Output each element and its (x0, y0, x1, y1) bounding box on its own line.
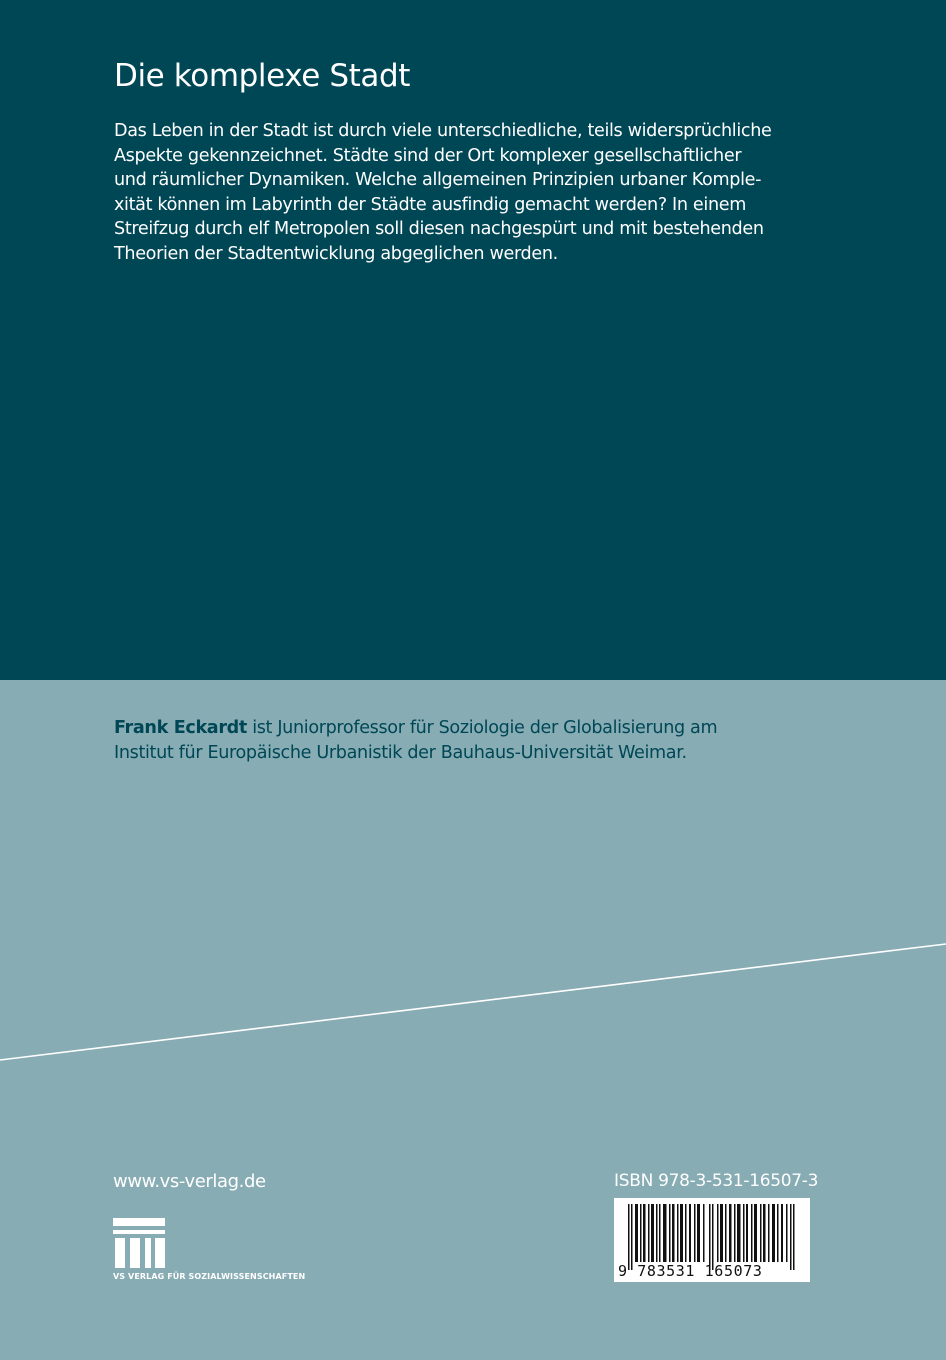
blurb-line: und räumlicher Dynamiken. Welche allgemeinen Prinzipien urbaner Komple- (114, 170, 762, 191)
author-name: Frank Eckardt (114, 718, 247, 738)
author-bio-line-2: Institut für Europäische Urbanistik der Bauhaus-Universität Weimar. (114, 742, 687, 763)
author-bio-line-1 (114, 716, 854, 741)
author-bio (114, 716, 854, 765)
barcode (614, 1198, 810, 1282)
isbn-label: ISBN 978-3-531-16507-3 (614, 1171, 819, 1191)
blurb-line: Das Leben in der Stadt ist durch viele unterschiedliche, teils widersprüchliche (114, 121, 772, 141)
blurb-line: xität können im Labyrinth der Städte ausfindig gemacht werden? In einem (114, 194, 747, 215)
blurb-line: Aspekte gekennzeichnet. Städte sind der Ort komplexer gesellschaftlicher (114, 145, 742, 166)
publisher-name: VS VERLAG FÜR SOZIALWISSENSCHAFTEN (113, 1272, 306, 1281)
book-title: Die komplexe Stadt (114, 58, 411, 94)
blurb-line: Streifzug durch elf Metropolen soll diesen nachgespürt und mit bestehenden (114, 219, 764, 240)
barcode-number: 9 783531 165073 (618, 1262, 763, 1280)
author-bio-text: ist Juniorprofessor für Soziologie der Globalisierung am (246, 718, 718, 738)
book-blurb (114, 119, 834, 267)
blurb-line: Theorien der Stadtentwicklung abgeglichen werden. (114, 243, 558, 264)
diagonal-line (0, 940, 946, 1065)
publisher-logo-icon (113, 1218, 169, 1268)
publisher-url[interactable]: www.vs-verlag.de (113, 1171, 266, 1192)
